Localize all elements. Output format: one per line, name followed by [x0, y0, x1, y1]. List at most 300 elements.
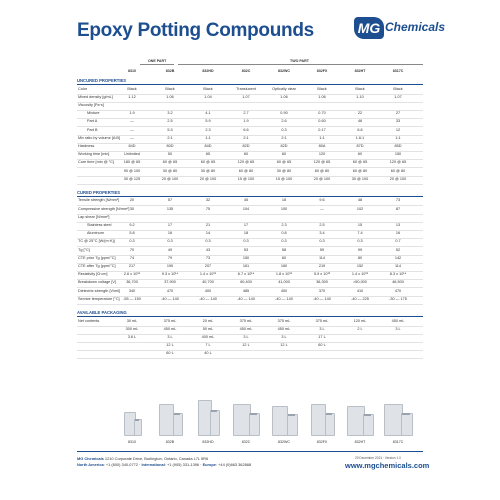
footer-intl-phone: +1 (905) 331-1396: [166, 462, 200, 467]
uncured-cell: 1:1: [395, 135, 401, 140]
cured-cell: 74: [129, 255, 135, 260]
uncured-cell: 80D: [166, 143, 174, 148]
packaging-cell: 375 mL: [277, 318, 291, 323]
product-cap-shape: [326, 413, 332, 415]
product-cap-shape: [364, 414, 371, 416]
uncured-cell: 90 @ 100: [123, 168, 141, 173]
packaging-cell: 375 mL: [239, 318, 253, 323]
packaging-cell: 3 L: [395, 326, 401, 331]
uncured-properties-heading: UNCURED PROPERTIES: [77, 78, 127, 83]
cured-cell: 73: [205, 255, 211, 260]
uncured-cell: 27: [395, 111, 401, 116]
uncured-cell: Unlimited: [124, 152, 140, 157]
cured-cell: 1.8 x 10¹⁵: [275, 272, 293, 277]
cured-cell: 16: [167, 231, 173, 236]
cured-cell: 14: [205, 231, 211, 236]
cured-cell: 485: [242, 288, 250, 293]
uncured-cell: Translucent: [236, 86, 256, 91]
uncured-label: Working time [min]: [78, 152, 110, 157]
uncured-cell: 20 @ 100: [313, 176, 331, 181]
packaging-cell: 3 L: [281, 334, 287, 339]
cured-label: Service temperature [°C]: [78, 296, 120, 301]
cured-label: Breakdown voltage [V]: [78, 280, 116, 285]
product-image-832b: [159, 406, 181, 436]
cured-cell: 57: [167, 198, 173, 203]
cured-cell: 0.3: [167, 239, 173, 244]
footer-address-text: 1210 Corporate Drive, Burlington, Ontario, Canada L7L 5R6: [104, 456, 209, 461]
product-photo-label-832wc: 832WC: [278, 440, 290, 444]
cured-cell: -40 — 225: [351, 296, 369, 301]
product-photo-label-832b: 832B: [165, 440, 175, 444]
product-cap-shape: [402, 413, 410, 415]
cured-cell: 0.3: [205, 239, 211, 244]
uncured-cell: 20 @ 100: [161, 176, 179, 181]
cured-cell: 37,900: [164, 280, 176, 285]
cured-cell: —: [320, 206, 324, 211]
cured-cell: 217: [128, 264, 136, 268]
cured-cell: 9.3 x 10¹⁴: [161, 272, 179, 277]
uncured-cell: 2:1: [243, 135, 249, 140]
uncured-cell: 1.6:1: [355, 135, 365, 140]
product-box-shape: [347, 406, 365, 436]
product-tube-shape: [249, 413, 260, 436]
uncured-cell: 180 @ 65: [123, 160, 141, 165]
uncured-cell: 0.17: [318, 127, 326, 132]
uncured-cell: —: [130, 119, 134, 124]
cured-cell: 5.9 x 10¹³: [313, 272, 331, 277]
uncured-cell: 60: [243, 152, 249, 157]
uncured-cell: 0.60: [318, 119, 326, 124]
packaging-cell: 40 L: [204, 351, 212, 356]
uncured-cell: 60 @ 65: [352, 160, 368, 165]
packaging-cell: 450 mL: [277, 326, 291, 331]
product-header-832wc: 832WC: [278, 69, 290, 73]
uncured-cell: 60 @ 65: [276, 160, 292, 165]
uncured-cell: 6.6: [357, 127, 363, 132]
cured-cell: 79: [167, 255, 173, 260]
cured-cell: 53: [243, 247, 249, 252]
uncured-cell: 1.07: [242, 94, 250, 99]
cured-cell: 104: [242, 206, 250, 211]
cured-cell: 32: [205, 198, 211, 203]
packaging-cell: 60 L: [166, 351, 174, 356]
cured-label: Lap shear [N/mm²]: [78, 214, 110, 219]
uncured-cell: 60 @ 65: [200, 160, 216, 165]
uncured-cell: 50: [167, 152, 173, 157]
packaging-cell: 12 L: [280, 343, 288, 348]
cured-cell: 45: [243, 198, 249, 203]
uncured-cell: 82D: [242, 143, 250, 148]
cured-label: Stainless steel: [87, 223, 112, 227]
uncured-cell: 150: [394, 152, 402, 157]
uncured-cell: 2.7: [243, 111, 249, 116]
cured-cell: 48: [357, 198, 363, 203]
footer-eu-phone: +44 (0)663 362888: [218, 462, 252, 467]
footer-website-link[interactable]: www.mgchemicals.com: [345, 461, 430, 470]
uncured-cell: 1:1: [205, 135, 211, 140]
product-box-shape: [159, 404, 174, 436]
cured-cell: 58: [281, 247, 287, 252]
cured-cell: 0.3: [129, 239, 135, 244]
product-box-shape: [384, 404, 403, 436]
packaging-heading: AVAILABLE PACKAGING: [77, 310, 127, 315]
uncured-cell: 60: [357, 152, 363, 157]
cured-cell: 0.3: [357, 239, 363, 244]
product-box-shape: [311, 404, 326, 436]
packaging-cell: 120 mL: [353, 318, 367, 323]
uncured-cell: 3.2: [167, 111, 173, 116]
cured-cell: -40 — 140: [199, 296, 217, 301]
uncured-cell: 1.06: [280, 94, 288, 99]
uncured-cell: 22: [357, 111, 363, 116]
packaging-label: Net contents: [78, 318, 100, 323]
uncured-cell: 5.9: [205, 119, 211, 124]
uncured-cell: Black: [165, 86, 175, 91]
uncured-label: Hardness: [78, 143, 95, 148]
one-part-header: ONE PART: [148, 59, 167, 63]
cured-cell: 400: [204, 288, 212, 293]
uncured-label: Mixed density [g/mL]: [78, 94, 113, 99]
cured-label: CTE after Tg [ppm/°C]: [78, 264, 116, 268]
cured-cell: 13: [395, 223, 401, 227]
uncured-cell: 2.3: [205, 127, 211, 132]
cured-cell: 0.3: [319, 239, 325, 244]
product-tube-shape: [401, 413, 413, 436]
product-header-832ht: 832HT: [354, 69, 366, 73]
cured-cell: -40 — 140: [275, 296, 293, 301]
product-tube-shape: [287, 414, 298, 436]
cured-cell: -40 — 140: [161, 296, 179, 301]
footer-address: [77, 456, 208, 461]
uncured-cell: 30 @ 125: [123, 176, 141, 181]
packaging-cell: 450 mL: [391, 318, 405, 323]
uncured-cell: Black: [317, 86, 327, 91]
uncured-cell: 80A: [318, 143, 326, 148]
product-header-832fx: 832FX: [316, 69, 328, 73]
page-title: Epoxy Potting Compounds: [77, 20, 314, 41]
product-photo-label-832c: 832C: [241, 440, 251, 444]
one-part-rule: [140, 64, 174, 65]
cured-cell: 21: [205, 223, 211, 227]
uncured-cell: 1.9: [129, 111, 135, 116]
uncured-cell: 20 @ 100: [199, 176, 217, 181]
cured-cell: 0.3: [281, 239, 287, 244]
uncured-cell: 6.6: [243, 127, 249, 132]
product-header-832b: 832B: [165, 69, 175, 73]
cured-cell: 152: [356, 264, 364, 268]
uncured-cell: 120 @ 65: [237, 160, 255, 165]
uncured-cell: 15 @ 100: [275, 176, 293, 181]
footer-na-phone: +1 (800) 340-0772: [105, 462, 138, 467]
packaging-cell: 3 L: [319, 326, 325, 331]
uncured-cell: 82D: [280, 143, 288, 148]
uncured-cell: 60 @ 80: [314, 168, 330, 173]
uncured-cell: 85D: [394, 143, 402, 148]
footer-phones: North America: +1 (800) 340-0772 · International: +1 (905) 331-1396 · Europe: +44 (0)663 362888: [77, 462, 252, 467]
logo-wordmark: Chemicals: [385, 20, 446, 34]
cured-cell: 3.4: [319, 231, 325, 236]
cured-cell: 20: [129, 198, 135, 203]
cured-cell: 219: [318, 264, 326, 268]
uncured-cell: Black: [355, 86, 365, 91]
packaging-row: [77, 350, 423, 359]
uncured-cell: 1.07: [394, 94, 402, 99]
uncured-cell: Black: [127, 86, 137, 91]
cured-cell: >50,000: [353, 280, 367, 285]
product-photo-label-832hd: 832HD: [202, 440, 214, 444]
cured-cell: 142: [394, 255, 402, 260]
product-tube-shape: [363, 414, 374, 436]
uncured-label: Viscosity [Pa·s]: [78, 102, 104, 107]
cured-cell: 135: [166, 206, 174, 211]
product-cap-shape: [250, 413, 257, 415]
cured-cell: -40 — 140: [313, 296, 331, 301]
uncured-cell: 1.12: [128, 94, 136, 99]
uncured-label: Part B: [87, 127, 98, 132]
cured-cell: 2.5: [319, 223, 325, 227]
cured-cell: 400: [280, 288, 288, 293]
cured-label: Tg [°C]: [78, 247, 90, 252]
two-part-rule: [178, 64, 423, 65]
cured-cell: 160: [280, 264, 288, 268]
cured-row: [77, 296, 423, 305]
cured-cell: 17: [243, 223, 249, 227]
two-part-header: TWO PART: [290, 59, 309, 63]
cured-cell: 102: [356, 206, 364, 211]
footer-date: 29 December 2021 · Version 1.0: [355, 456, 401, 460]
cured-cell: 49: [167, 247, 173, 252]
product-cap-shape: [135, 419, 139, 421]
uncured-cell: 60 @ 80: [390, 168, 406, 173]
cured-cell: 87: [395, 206, 401, 211]
product-header-832hd: 832HD: [202, 69, 214, 73]
product-image-832wc: [272, 408, 296, 436]
cured-cell: 15: [357, 223, 363, 227]
product-image-8317c: [384, 406, 412, 436]
product-box-shape: [272, 406, 288, 436]
footer-rule: [77, 451, 423, 452]
uncured-cell: 15 @ 100: [237, 176, 255, 181]
product-image-832hd: [198, 402, 218, 436]
uncured-label: Part A: [87, 119, 98, 124]
cured-cell: 16: [395, 231, 401, 236]
cured-cell: 150: [242, 255, 250, 260]
cured-cell: 36,300: [316, 280, 328, 285]
cured-cell: 410: [356, 288, 364, 293]
product-image-832fx: [311, 406, 333, 436]
product-cap-shape: [288, 414, 295, 416]
packaging-cell: 12 L: [242, 343, 250, 348]
uncured-cell: 0.3: [281, 127, 287, 132]
product-image-832c: [233, 406, 259, 436]
cured-cell: 46,500: [392, 280, 404, 285]
cured-cell: 207: [204, 264, 212, 268]
uncured-cell: 2:1: [167, 135, 173, 140]
packaging-cell: 50 mL: [202, 326, 214, 331]
uncured-cell: —: [130, 127, 134, 132]
uncured-cell: 20 @ 100: [389, 176, 407, 181]
uncured-cell: 120: [318, 152, 326, 157]
packaging-cell: 3 L: [167, 334, 173, 339]
packaging-cell: 375 mL: [315, 318, 329, 323]
uncured-cell: 120 @ 65: [389, 160, 407, 165]
cured-cell: -55 — 150: [123, 296, 141, 301]
packaging-cell: 30 mL: [126, 318, 138, 323]
uncured-cell: Black: [203, 86, 213, 91]
packaging-cell: 450 mL: [163, 326, 177, 331]
cured-cell: 59: [319, 247, 325, 252]
cured-label: Aluminum: [87, 231, 104, 236]
uncured-cell: 30 @ 80: [200, 168, 216, 173]
cured-cell: 18: [243, 231, 249, 236]
packaging-cell: 3.6 L: [127, 334, 137, 339]
uncured-cell: 5.3: [167, 127, 173, 132]
cured-cell: 5.8: [129, 231, 135, 236]
cured-cell: 80: [357, 255, 363, 260]
cured-cell: 36,700: [126, 280, 138, 285]
product-cap-shape: [174, 413, 180, 415]
cured-cell: 60: [281, 255, 287, 260]
cured-cell: 8.3 x 10¹⁴: [389, 272, 407, 277]
cured-cell: 6.7 x 10¹⁴: [237, 272, 255, 277]
cured-cell: 470: [166, 288, 174, 293]
product-photo-label-8310: 8310: [128, 440, 136, 444]
cured-cell: 2.3: [281, 223, 287, 227]
product-image-8310: [124, 414, 140, 436]
packaging-cell: 3 L: [243, 334, 249, 339]
cured-cell: 0.7: [395, 239, 401, 244]
cured-cell: 114: [394, 264, 402, 268]
uncured-cell: 0.70: [318, 111, 326, 116]
uncured-label: Mix ratio by volume [A:B]: [78, 135, 120, 140]
cured-cell: 40,700: [202, 280, 214, 285]
uncured-cell: 1.9: [243, 119, 249, 124]
packaging-cell: 375 mL: [163, 318, 177, 323]
uncured-cell: 33: [395, 119, 401, 124]
footer-company: MG Chemicals: [77, 456, 104, 461]
cured-cell: 1.4 x 10¹⁵: [199, 272, 217, 277]
cured-label: Tensile strength [N/mm²]: [78, 198, 120, 203]
uncured-cell: Optically clear: [272, 86, 296, 91]
uncured-cell: 87D: [356, 143, 364, 148]
cured-cell: 17: [167, 223, 173, 227]
uncured-cell: 30 @ 80: [276, 168, 292, 173]
cured-cell: -40 — 140: [237, 296, 255, 301]
footer-intl-label: International: [141, 462, 165, 467]
packaging-cell: 60 L: [318, 343, 326, 348]
uncured-row: [77, 176, 423, 185]
cured-cell: 70: [129, 247, 135, 252]
uncured-cell: 0.90: [280, 111, 288, 116]
uncured-cell: —: [130, 135, 134, 140]
uncured-label: Cure time [min @ °C]: [78, 160, 114, 165]
cured-cell: 100: [280, 206, 288, 211]
uncured-cell: 60 @ 80: [238, 168, 254, 173]
logo-mark: MG: [354, 17, 384, 39]
cured-cell: 9.6: [319, 198, 325, 203]
cured-cell: 370: [318, 288, 326, 293]
product-tube-shape: [173, 413, 183, 436]
packaging-cell: 450 mL: [239, 326, 253, 331]
product-cap-shape: [211, 410, 217, 412]
cured-cell: 73: [395, 198, 401, 203]
product-box-shape: [233, 404, 251, 436]
uncured-label: Color: [78, 86, 88, 91]
uncured-cell: Black: [393, 86, 403, 91]
uncured-cell: 2:1: [281, 135, 287, 140]
uncured-cell: 84D: [128, 143, 136, 148]
product-tube-shape: [210, 410, 219, 436]
footer-eu-label: Europe: [202, 462, 216, 467]
uncured-cell: 30 @ 100: [351, 176, 369, 181]
mg-chemicals-logo: [354, 17, 444, 41]
uncured-cell: 60: [281, 152, 287, 157]
packaging-cell: 12 L: [166, 343, 174, 348]
cured-cell: 41,000: [278, 280, 290, 285]
cured-cell: 60,400: [240, 280, 252, 285]
uncured-cell: 30 @ 80: [162, 168, 178, 173]
cured-cell: 340: [128, 288, 136, 293]
product-header-8310: 8310: [128, 69, 136, 73]
uncured-cell: 2.5: [167, 119, 173, 124]
uncured-cell: 120 @ 65: [313, 160, 331, 165]
cured-cell: 470: [394, 288, 402, 293]
cured-label: Dielectric strength [V/mil]: [78, 288, 120, 293]
cured-label: TC @ 25°C [W/(m·K)]: [78, 239, 115, 244]
uncured-cell: 60 @ 80: [352, 168, 368, 173]
cured-cell: 2.6 x 10¹⁵: [123, 272, 141, 277]
cured-cell: 1.4 x 10¹⁵: [351, 272, 369, 277]
footer-region: North America: [77, 462, 104, 467]
cured-cell: -30 — 175: [389, 296, 407, 301]
cured-cell: 161: [242, 264, 250, 268]
product-image-832ht: [347, 408, 373, 436]
packaging-cell: 400 mL: [201, 334, 215, 339]
cured-cell: 0.3: [243, 239, 249, 244]
uncured-cell: 46: [357, 119, 363, 124]
cured-cell: 190: [166, 264, 174, 268]
uncured-cell: 65: [205, 152, 211, 157]
cured-label: Compressive strength [N/mm²]: [78, 206, 130, 211]
cured-cell: 7.4: [357, 231, 363, 236]
cured-cell: 0.8: [281, 231, 287, 236]
packaging-cell: 20 mL: [202, 318, 214, 323]
cured-cell: 99: [357, 247, 363, 252]
cured-properties-heading: CURED PROPERTIES: [77, 189, 121, 195]
uncured-cell: 1.06: [166, 94, 174, 99]
uncured-cell: 12: [395, 127, 401, 132]
product-photo-label-832ht: 832HT: [354, 440, 366, 444]
product-photo-label-8317c: 8317C: [392, 440, 404, 444]
uncured-cell: 2.6: [281, 119, 287, 124]
uncured-label: Mixture: [87, 111, 100, 116]
uncured-cell: 1:1: [319, 135, 325, 140]
uncured-cell: 1.10: [356, 94, 364, 99]
product-photo-label-832fx: 832FX: [316, 440, 328, 444]
product-header-832c: 832C: [241, 69, 251, 73]
packaging-cell: 7 L: [205, 343, 211, 348]
packaging-cell: 2 L: [357, 326, 363, 331]
uncured-cell: 84D: [204, 143, 212, 148]
cured-cell: 52: [395, 247, 401, 252]
cured-cell: 30: [129, 206, 135, 211]
cured-label: CTE prior Tg [ppm/°C]: [78, 255, 116, 260]
packaging-cell: 17 L: [318, 334, 326, 339]
product-tube-shape: [325, 413, 335, 436]
cured-cell: 18: [281, 198, 287, 203]
uncured-cell: 4.1: [205, 111, 211, 116]
cured-cell: 114: [318, 255, 326, 260]
